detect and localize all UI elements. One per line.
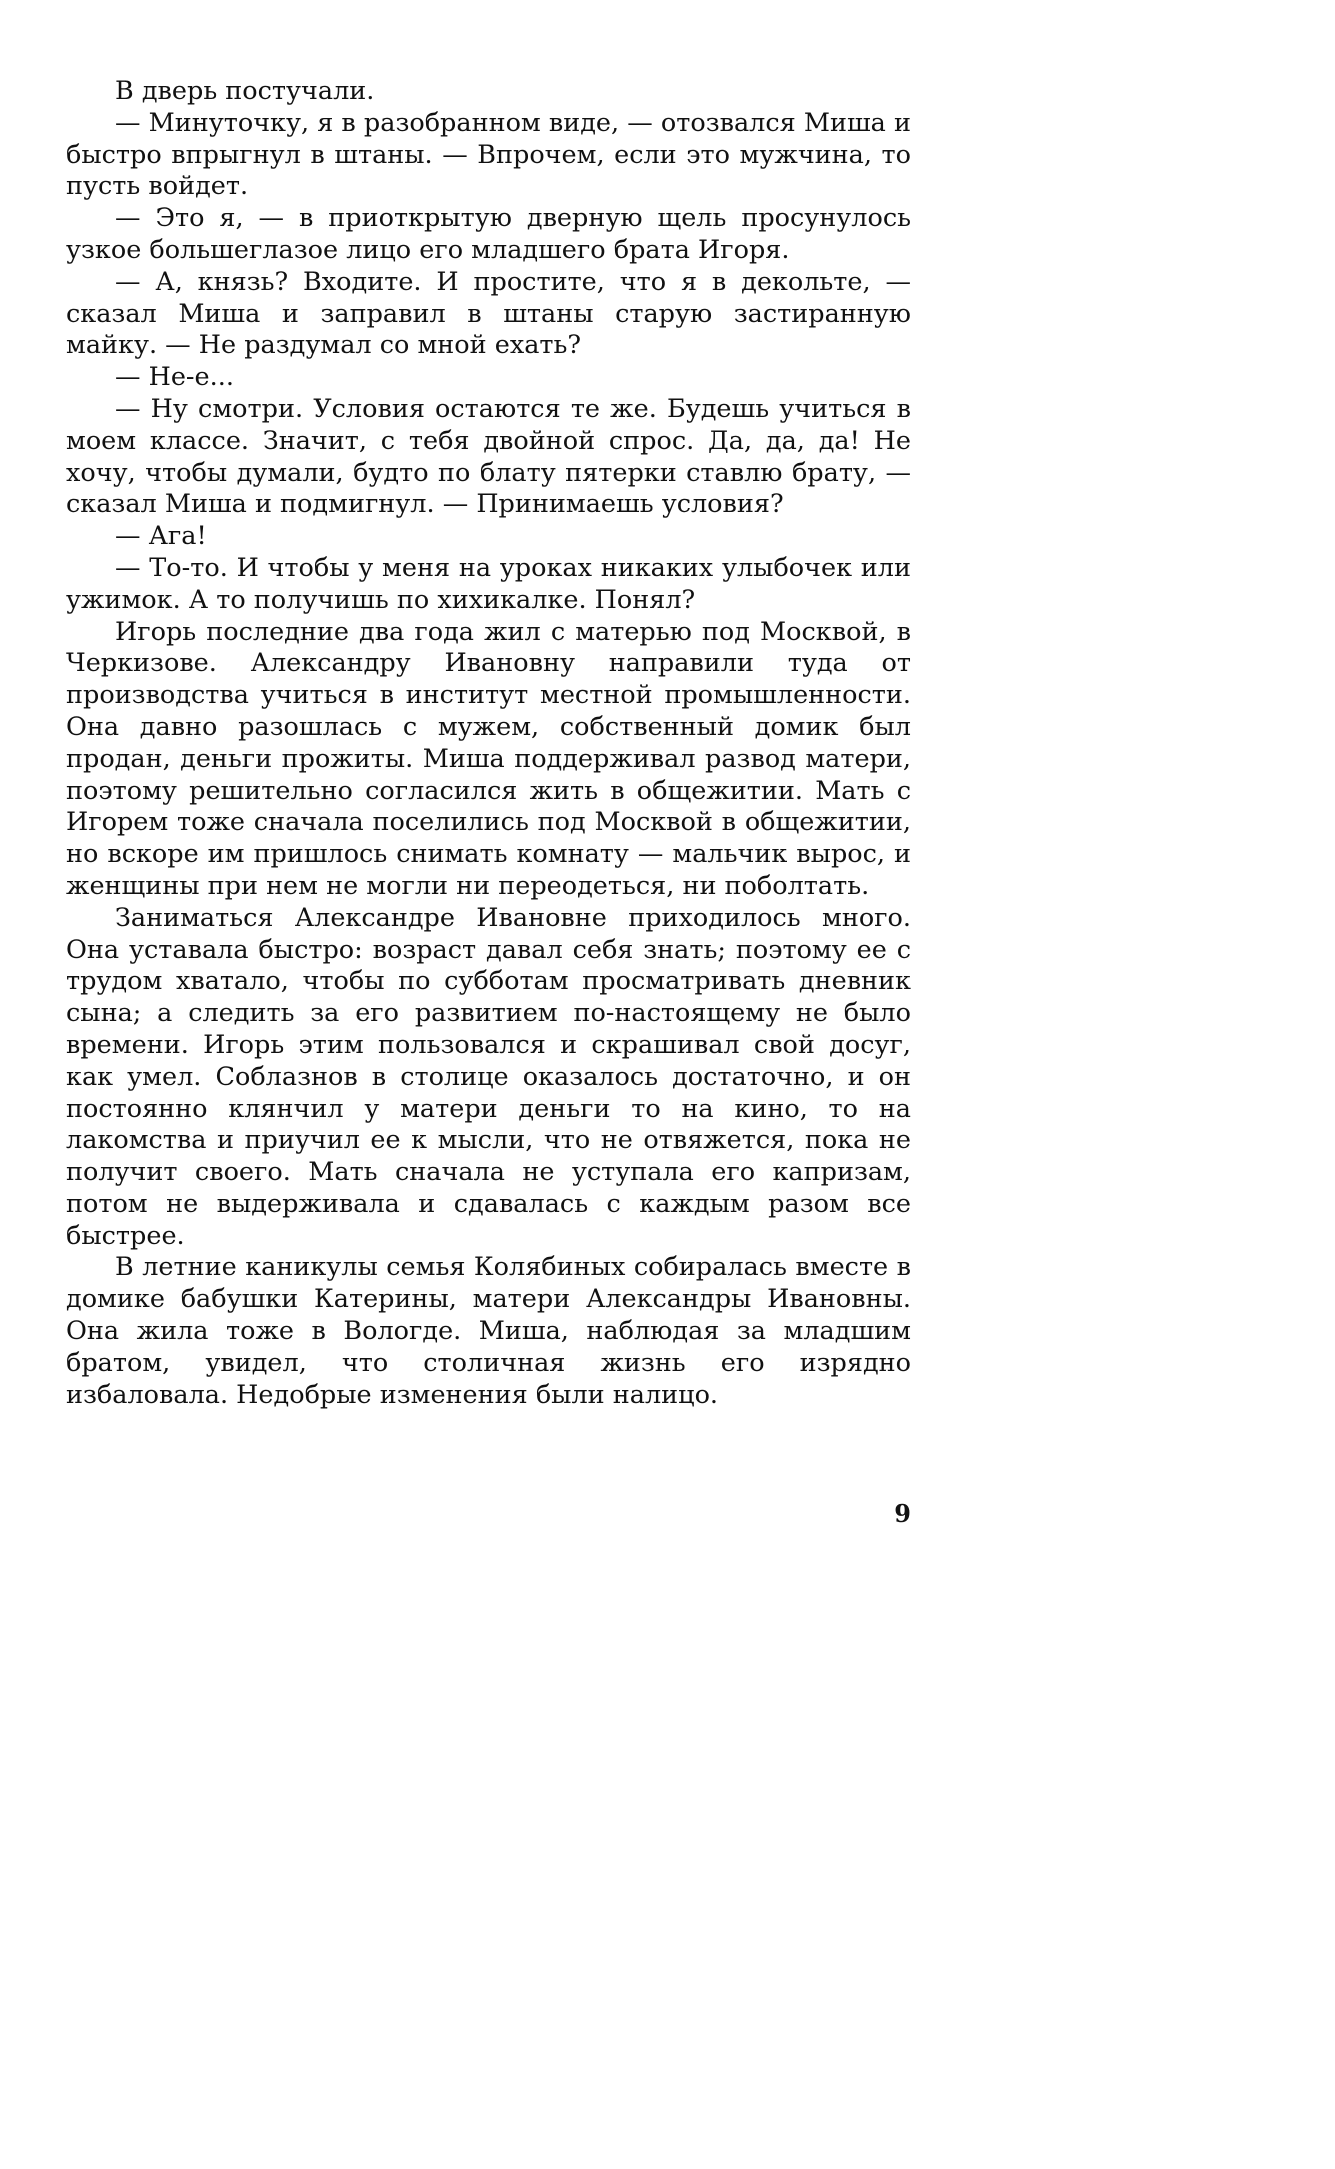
paragraph-conditions: — Ну смотри. Условия остаются те же. Будешь учиться в моем классе. Значит, с тебя двойной спрос. Да, да, да! Не хочу, чтобы думали, будто по блату пятерки ставлю брату, — сказал Миша и подмигнул. — Принимаешь условия? (66, 393, 911, 520)
paragraph-prince: — А, князь? Входите. И простите, что я в декольте, — сказал Миша и заправил в штаны старую застиранную майку. — Не раздумал со мной ехать? (66, 266, 911, 361)
paragraph-misha-reply: — Минуточку, я в разобранном виде, — отозвался Миша и быстро впрыгнул в штаны. — Впрочем, если это мужчина, то пусть войдет. (66, 107, 911, 202)
page-number: 9 (894, 1499, 911, 1528)
paragraph-toto: — То-то. И чтобы у меня на уроках никаких улыбочек или ужимок. А то получишь по хихикалке. Понял? (66, 552, 911, 615)
paragraph-aga: — Ага! (115, 521, 207, 552)
paragraph-no: — Не-е... (115, 362, 234, 393)
paragraph-knock: В дверь постучали. (115, 76, 375, 106)
paragraph-igor-moscow: Игорь последние два года жил с матерью под Москвой, в Черкизове. Александру Ивановну направили туда от производства учиться в институт местной промышленности. Она давно разошлась с мужем, собственный домик был продан, деньги прожиты. Миша поддерживал развод матери, поэтому решительно согласился жить в общежитии. Мать с Игорем тоже сначала поселились под Москвой в общежитии, но вскоре им пришлось снимать комнату — мальчик вырос, и женщины при нем не могли ни переодеться, ни поболтать. (66, 616, 911, 901)
paragraph-summer: В летние каникулы семья Колябиных собиралась вместе в домике бабушки Катерины, матери Александры Ивановны. Она жила тоже в Вологде. Миша, наблюдая за младшим братом, увидел, что столичная жизнь его изрядно избаловала. Недобрые изменения были налицо. (66, 1252, 911, 1410)
paragraph-igor-enters: — Это я, — в приоткрытую дверную щель просунулось узкое большеглазое лицо его младшего брата Игоря. (66, 203, 911, 265)
body-text (66, 76, 911, 1411)
paragraph-studies: Заниматься Александре Ивановне приходилось много. Она уставала быстро: возраст давал себя знать; поэтому ее с трудом хватало, чтобы по субботам просматривать дневник сына; а следить за его развитием по-настоящему не было времени. Игорь этим пользовался и скрашивал свой досуг, как умел. Соблазнов в столице оказалось достаточно, и он постоянно клянчил у матери деньги то на кино, то на лакомства и приучил ее к мысли, что не отвяжется, пока не получит своего. Мать сначала не уступала его капризам, потом не выдерживала и сдавалась с каждым разом все быстрее. (66, 902, 911, 1251)
